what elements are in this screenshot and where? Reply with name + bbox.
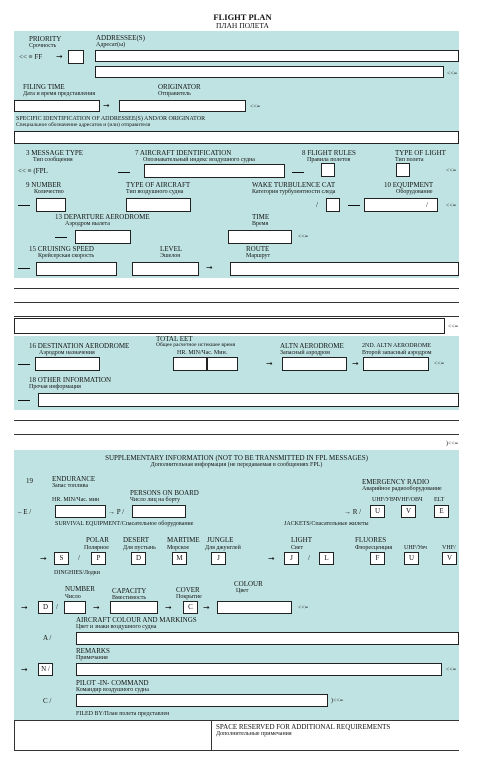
dinghies-d-box[interactable]: D bbox=[38, 601, 53, 614]
remarks-n-box[interactable]: N / bbox=[38, 663, 53, 676]
close-mark: )<<≡ bbox=[446, 441, 459, 447]
marking-prefix: A / bbox=[43, 634, 52, 642]
persons-label-ru: Число лиц на борту bbox=[130, 497, 181, 503]
field-15-label-ru: Крейсерская скорость bbox=[38, 253, 95, 259]
end-mark: <<≡ bbox=[250, 104, 261, 110]
separator-dash bbox=[18, 400, 30, 401]
other-info-line bbox=[14, 434, 459, 435]
jackets-fluores-ru: Флоресценция bbox=[355, 545, 393, 551]
pic-prefix: C / bbox=[43, 697, 52, 705]
priority-label: PRIORITY bbox=[29, 35, 62, 43]
radio-u-box[interactable]: U bbox=[370, 505, 385, 518]
radio-uhf: UHF/УВЧ bbox=[372, 497, 398, 503]
separator-dash bbox=[118, 172, 130, 173]
field-3-label-ru: Тип сообщения bbox=[33, 157, 73, 163]
endurance-prefix: – E / bbox=[18, 508, 32, 516]
time-field[interactable] bbox=[228, 230, 292, 244]
survival-d-box[interactable]: D bbox=[131, 552, 146, 565]
destination-field[interactable] bbox=[35, 357, 100, 371]
end-mark: <<≡ bbox=[446, 203, 457, 209]
filing-time-label: FILING TIME bbox=[23, 83, 65, 91]
total-eet-min-field[interactable] bbox=[207, 357, 238, 371]
type-flight-label: TYPE OF LIGHT bbox=[395, 149, 446, 157]
dinghies-capacity-field[interactable] bbox=[110, 601, 158, 614]
field-3-label: 3 MESSAGE TYPE bbox=[26, 149, 84, 157]
field-18-label: 18 OTHER INFORMATION bbox=[29, 376, 112, 384]
dinghies-number-field[interactable] bbox=[64, 601, 86, 614]
end-mark: <<≡ bbox=[448, 324, 459, 330]
end-mark: <<≡ bbox=[446, 667, 457, 673]
route-line bbox=[14, 288, 459, 289]
survival-label: SURVIVAL EQUIPMENT/Спасательное оборудование bbox=[55, 521, 194, 527]
filed-label: FILED BY/План полета представлен bbox=[76, 711, 170, 717]
jackets-u-box[interactable]: U bbox=[404, 552, 419, 565]
altn2-label-ru: Второй запасный аэродром bbox=[362, 350, 432, 356]
jackets-light-ru: Свет bbox=[291, 545, 304, 551]
radio-prefix: → R / bbox=[344, 508, 362, 516]
survival-desert: DESERT bbox=[123, 536, 150, 544]
dinghies-capacity-ru: Вместимость bbox=[112, 595, 147, 601]
persons-label: PERSONS ON BOARD bbox=[130, 489, 199, 497]
separator-dash bbox=[292, 172, 304, 173]
wake-label-ru: Категория турбулентности следа bbox=[252, 189, 336, 195]
jackets-v-box[interactable]: V bbox=[442, 552, 457, 565]
jackets-fluores: FLUORES bbox=[355, 536, 387, 544]
end-mark: <<≡ bbox=[446, 168, 457, 174]
dinghies-c-box[interactable]: C bbox=[183, 601, 198, 614]
type-aircraft-field[interactable] bbox=[126, 198, 191, 212]
field-10-label: 10 EQUIPMENT bbox=[384, 181, 434, 189]
number-field[interactable] bbox=[36, 198, 66, 212]
arrow-icon: ➞ bbox=[21, 603, 28, 612]
arrow-icon: ➞ bbox=[165, 603, 172, 612]
jackets-f-box[interactable]: F bbox=[370, 552, 385, 565]
endurance-label: ENDURANCE bbox=[52, 475, 96, 483]
field-16-label: 16 DESTINATION AERODROME bbox=[29, 342, 130, 350]
priority-value: << ≡ FF bbox=[19, 53, 43, 61]
arrow-icon: ➞ bbox=[103, 101, 110, 110]
arrow-icon: ➞ bbox=[56, 52, 63, 61]
dinghies-colour: COLOUR bbox=[234, 580, 263, 588]
arrow-icon: ➞ bbox=[268, 554, 275, 563]
field-3-value: << ≡ (FPL bbox=[18, 167, 48, 175]
field-7-label-ru: Опознавательный индекс воздушного судна bbox=[143, 157, 255, 163]
arrow-icon: ➞ bbox=[40, 554, 47, 563]
slash: / bbox=[56, 603, 58, 611]
jackets-light: LIGHT bbox=[291, 536, 312, 544]
field-8-label-ru: Правила полетов bbox=[307, 157, 351, 163]
originator-label: ORIGINATOR bbox=[158, 83, 201, 91]
time-label-ru: Время bbox=[252, 221, 269, 227]
originator-field[interactable] bbox=[119, 100, 246, 112]
end-mark: <<≡ bbox=[298, 234, 309, 240]
arrow-icon: ➞ bbox=[266, 359, 273, 368]
marking-label: AIRCRAFT COLOUR AND MARKINGS bbox=[76, 616, 197, 624]
space-label: SPACE RESERVED FOR ADDITIONAL REQUIREMENTS bbox=[216, 723, 391, 731]
filing-time-label-ru: Дата и время представления bbox=[23, 91, 96, 97]
supp-label-ru: Дополнительная информация (не передаваемая в сообщениях FPL) bbox=[150, 462, 323, 468]
wake-label: WAKE TURBULENCE CAT bbox=[252, 181, 336, 189]
survival-polar: POLAR bbox=[86, 536, 109, 544]
altn-field[interactable] bbox=[282, 357, 347, 371]
radio-elt: ELT bbox=[434, 497, 445, 503]
dinghies-colour-field[interactable] bbox=[217, 601, 292, 614]
pic-label-ru: Командир воздушного судна bbox=[76, 687, 149, 693]
dinghies-cover-ru: Покрытие bbox=[176, 594, 202, 600]
form-subtitle: ПЛАН ПОЛЕТА bbox=[216, 21, 269, 30]
total-eet-label-ru: Общее расчетное истекшее время bbox=[156, 342, 236, 348]
pic-label: PILOT -IN- COMMAND bbox=[76, 679, 149, 687]
addressee-field-1[interactable] bbox=[95, 50, 459, 62]
end-mark: <<≡ bbox=[298, 605, 309, 611]
route-field-last[interactable] bbox=[14, 318, 445, 334]
originator-label-ru: Отправитель bbox=[158, 91, 191, 97]
field-9-label-ru: Количество bbox=[34, 189, 64, 195]
filing-time-field[interactable] bbox=[14, 100, 100, 112]
dinghies-number: NUMBER bbox=[65, 585, 95, 593]
dinghies-capacity: CAPACITY bbox=[112, 587, 147, 595]
arrow-icon: ➞ bbox=[352, 359, 359, 368]
survival-jungle-ru: Для джунглей bbox=[205, 545, 241, 551]
survival-polar-ru: Полярное bbox=[84, 545, 109, 551]
level-label-ru: Эшелон bbox=[160, 253, 181, 259]
altn2-field[interactable] bbox=[363, 357, 429, 371]
arrow-icon: ➞ bbox=[203, 603, 210, 612]
persons-prefix: → P / bbox=[108, 508, 125, 516]
type-aircraft-label-ru: Тип воздушного судна bbox=[126, 189, 184, 195]
radio-label: EMERGENCY RADIO bbox=[362, 478, 430, 486]
filed-by-field[interactable] bbox=[14, 720, 211, 750]
slash: / bbox=[426, 201, 428, 209]
priority-field[interactable] bbox=[68, 50, 84, 64]
endurance-sub: HR. MIN/Час. мин bbox=[52, 497, 100, 503]
type-flight-label-ru: Тип полета bbox=[395, 157, 424, 163]
route-line bbox=[14, 302, 459, 303]
radio-v-box[interactable]: V bbox=[401, 505, 416, 518]
jackets-j-box[interactable]: J bbox=[284, 552, 299, 565]
jackets-l-box[interactable]: L bbox=[319, 552, 334, 565]
total-eet-hr-field[interactable] bbox=[173, 357, 207, 371]
field-16-label-ru: Аэродром назначения bbox=[39, 350, 95, 356]
remarks-label-ru: Примечания bbox=[76, 655, 108, 661]
addressee-label: ADDRESSEE(S) bbox=[96, 34, 146, 42]
field-13-label: 13 DEPARTURE AERODROME bbox=[55, 213, 150, 221]
field-9-label: 9 NUMBER bbox=[26, 181, 62, 189]
survival-j-box[interactable]: J bbox=[211, 552, 226, 565]
cruising-speed-field[interactable] bbox=[36, 262, 117, 276]
flight-rules-field[interactable] bbox=[321, 163, 335, 177]
separator-dash bbox=[18, 205, 30, 206]
separator-dash bbox=[348, 205, 360, 206]
level-field[interactable] bbox=[132, 262, 199, 276]
altn-label-ru: Запасный аэродром bbox=[280, 350, 330, 356]
type-flight-field[interactable] bbox=[396, 163, 410, 177]
marking-label-ru: Цвет и знаки воздушного судна bbox=[76, 624, 157, 630]
survival-m-box[interactable]: M bbox=[172, 552, 187, 565]
time-label: TIME bbox=[252, 213, 270, 221]
jackets-label: JACKETS/Спасательные жилеты bbox=[284, 521, 369, 527]
route-label-ru: Маршрут bbox=[246, 253, 271, 259]
route-line bbox=[14, 316, 459, 317]
specific-id-label-ru: Специальное обозначение адресатов и (или) отправителя bbox=[16, 122, 151, 128]
aircraft-id-field[interactable] bbox=[144, 164, 285, 178]
other-info-line bbox=[14, 420, 459, 421]
separator-dash bbox=[55, 237, 67, 238]
dinghies-cover: COVER bbox=[176, 586, 200, 594]
field-18-label-ru: Прочая информация bbox=[29, 384, 81, 390]
survival-desert-ru: Для пустынь bbox=[123, 545, 156, 551]
total-eet-label: TOTAL EET bbox=[156, 335, 193, 343]
persons-field[interactable] bbox=[132, 505, 186, 518]
slash: / bbox=[308, 554, 310, 562]
jackets-uhf: UHF/Увч bbox=[404, 545, 427, 551]
addressee-field-2[interactable] bbox=[95, 66, 444, 78]
dinghies-colour-ru: Цвет bbox=[236, 588, 249, 594]
separator-dash bbox=[18, 268, 30, 269]
specific-id-label: SPECIFIC IDENTIFICATION OF ADDRESSEE(S) AND/OR ORIGINATOR bbox=[16, 116, 206, 122]
end-mark: <<≡ bbox=[447, 71, 458, 77]
departure-field[interactable] bbox=[75, 230, 131, 244]
specific-id-field[interactable] bbox=[14, 131, 459, 144]
jackets-vhf: VHF/ bbox=[442, 545, 456, 551]
radio-vhf: VHF/ОВЧ bbox=[397, 497, 423, 503]
route-label: ROUTE bbox=[246, 245, 270, 253]
level-label: LEVEL bbox=[160, 245, 183, 253]
slash: / bbox=[78, 554, 80, 562]
endurance-field[interactable] bbox=[55, 505, 106, 518]
arrow-icon: ➞ bbox=[93, 603, 100, 612]
form-title: FLIGHT PLAN bbox=[213, 12, 272, 22]
space-label-ru: Дополнительные примечания bbox=[216, 731, 292, 737]
altn-label: ALTN AERODROME bbox=[280, 342, 344, 350]
survival-jungle: JUNGLE bbox=[207, 536, 234, 544]
wake-field[interactable] bbox=[326, 198, 340, 212]
radio-e-box[interactable]: E bbox=[434, 505, 449, 518]
survival-maritime-ru: Морское bbox=[167, 545, 190, 551]
end-mark: <<≡ bbox=[434, 361, 445, 367]
arrow-icon: ➞ bbox=[21, 665, 28, 674]
pic-field[interactable] bbox=[76, 694, 328, 707]
altn2-label: 2ND. ALTN AERODROME bbox=[362, 343, 431, 349]
bottom-line bbox=[14, 750, 459, 751]
slash: / bbox=[316, 201, 318, 209]
survival-p-box[interactable]: P bbox=[91, 552, 106, 565]
type-aircraft-label: TYPE OF AIRCRAFT bbox=[126, 181, 191, 189]
addressee-label-ru: Адресат(ы) bbox=[96, 42, 126, 48]
other-info-field[interactable] bbox=[38, 393, 459, 407]
radio-label-ru: Аварийное радиооборудование bbox=[362, 486, 442, 492]
arrow-icon: ➞ bbox=[206, 263, 213, 272]
endurance-label-ru: Запас топлива bbox=[52, 483, 89, 489]
field-7-label: 7 AIRCRAFT IDENTIFICATION bbox=[135, 149, 232, 157]
priority-label-ru: Срочность bbox=[29, 43, 57, 49]
field-15-label: 15 CRUISING SPEED bbox=[29, 245, 94, 253]
total-eet-sub: HR. MIN/Час. Мин. bbox=[177, 350, 228, 356]
remarks-field[interactable] bbox=[76, 663, 442, 676]
field-19-label: 19 bbox=[26, 477, 33, 485]
field-10-label-ru: Оборудование bbox=[396, 189, 433, 195]
supp-label: SUPPLEMENTARY INFORMATION (NOT TO BE TRANSMITTED IN FPL MESSAGES) bbox=[105, 454, 368, 462]
field-8-label: 8 FLIGHT RULES bbox=[302, 149, 356, 157]
dinghies-label: DINGHIES/Лодки bbox=[54, 570, 100, 576]
close-mark: )<<≡ bbox=[331, 698, 344, 704]
remarks-label: REMARKS bbox=[76, 647, 110, 655]
route-field[interactable] bbox=[230, 262, 459, 276]
marking-field[interactable] bbox=[76, 632, 459, 645]
survival-maritime: MARTIME bbox=[167, 536, 200, 544]
field-13-label-ru: Аэродром вылета bbox=[65, 221, 110, 227]
dinghies-number-ru: Число bbox=[65, 594, 81, 600]
survival-s-box[interactable]: S bbox=[54, 552, 69, 565]
separator-dash bbox=[18, 364, 30, 365]
bottom-divider bbox=[211, 720, 212, 750]
